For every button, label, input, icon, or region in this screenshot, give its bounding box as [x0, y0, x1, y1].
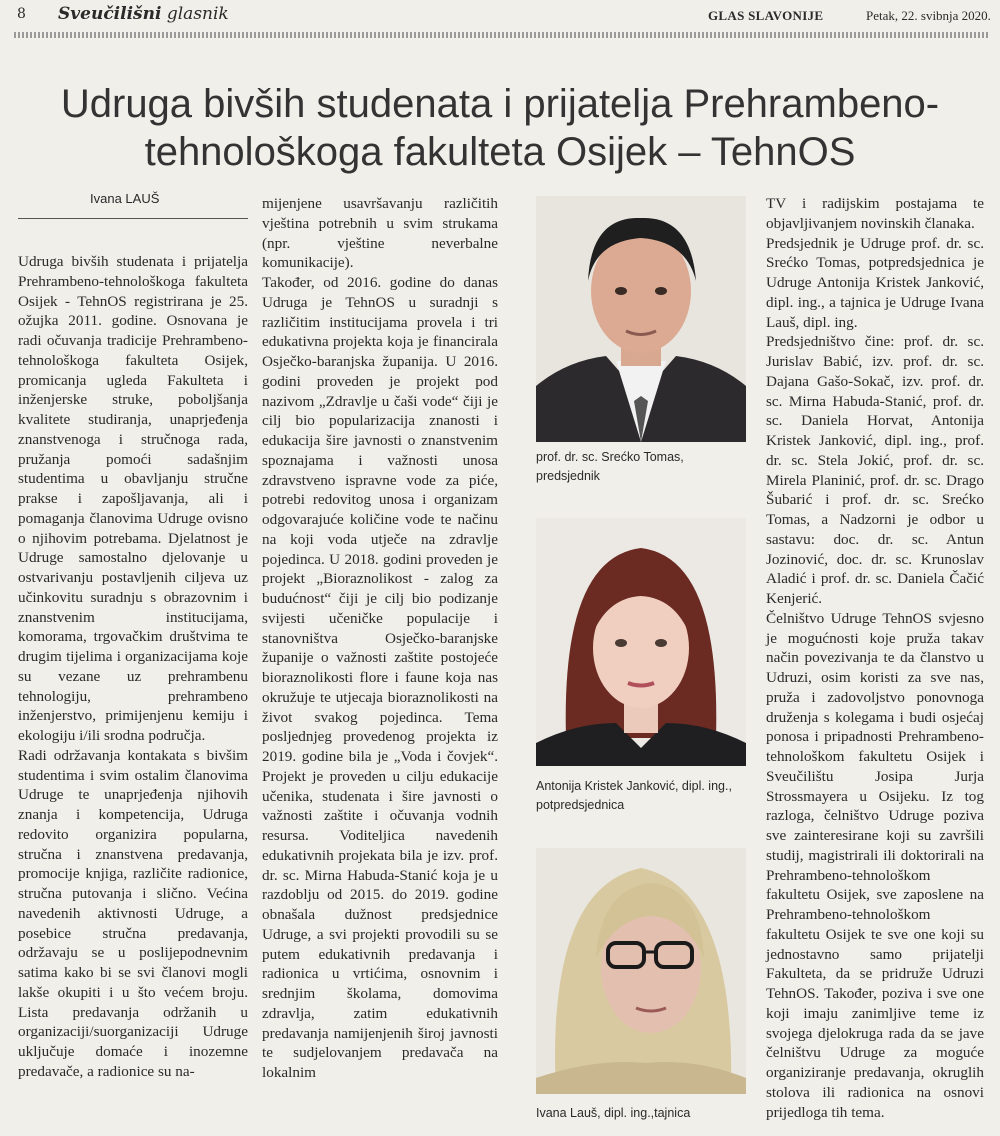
issue-date: Petak, 22. svibnja 2020.	[866, 8, 991, 23]
paragraph: TV i radijskim postajama te objavljivanjem novinskih članaka.	[766, 195, 984, 232]
paragraph: Udruga bivših studenata i prijatelja Prehrambeno-tehnološkoga fakulteta Osijek - TehnOS registrirana je 25. ožujka 2011. godine. Osnovana je radi očuvanja tradicije Prehrambeno-tehnološkoga fakulteta Osijek, promicanja ugleda Fakulteta i inženjerske struke, poboljšanja kvalitete studiranja, unaprjeđenja znanstvenoga i stručnoga rada, pružanja pomoći sadašnjim studentima u obavljanju stručne prakse i zapošljavanja, ali i pomaganja članovima Udruge ovisno o njihovim potrebama. Djelatnost je Udruge samostalno djelovanje u ostvarivanju postavljenih ciljeva uz učinkovitu suradnju s obrazovnim i znanstvenim institucijama, komorama, trgovačkim društvima te drugim tijelima i organizacijama koje su vezane uz prehrambenu tehnologiju, prehrambeno inženjerstvo, primijenjenu kemiju i ekologiju i/ili srodna područja.	[18, 253, 248, 744]
photo-caption: prof. dr. sc. Srećko Tomas, predsjednik	[536, 450, 684, 483]
paragraph: Predsjednik je Udruge prof. dr. sc. Srećko Tomas, potpredsjednica je Udruge Antonija Kristek Janković, dipl. ing., a tajnica je Udruge Ivana Lauš, dipl. ing.	[766, 234, 984, 331]
article-headline: Udruga bivših studenata i prijatelja Prehrambeno-tehnološkoga fakulteta Osijek – TehnOS	[60, 82, 940, 174]
publication-name-rest: glasnik	[166, 4, 229, 24]
page-number: 8	[17, 6, 26, 22]
portrait-man-icon	[536, 196, 746, 442]
header-divider	[14, 32, 990, 38]
article-column-2	[262, 194, 498, 1083]
page-header	[0, 0, 1000, 40]
publication-name	[58, 4, 229, 24]
paragraph: Čelništvo Udruge TehnOS svjesno je mogućnosti koje pruža takav način povezivanja te da članstvo u Udruzi, osim koristi za sve nas, pruža i zadovoljstvo ponovnoga druženja s kolegama i budi osjećaj ponosa i pripadnosti Prehrambeno-tehnološkom fakultetu Osijek i Sveučilištu Josipa Jurja Strossmayera u Osijeku. Iz tog razloga, čelništvo Udruge poziva sve zainteresirane koji su završili studij, magistrirali ili doktorirali na Prehrambeno-tehnološkom fakultetu Osijek, sve zaposlene na Prehrambeno-tehnološkom fakultetu Osijek te sve one koji su jednostavno samo prijatelji Fakulteta, da se pridruže Udruzi TehnOS. Također, poziva i sve one koji imaju zanimljive teme iz svojega djelokruga rada da se jave čelništvu Udruge za moguće organiziranje predavanja, okruglih stolova ili radionica na osnovi prijedloga tih tema.	[766, 609, 984, 1121]
paragraph: Predsjedništvo čine: prof. dr. sc. Jurislav Babić, izv. prof. dr. sc. Dajana Gašo-Sokač, izv. prof. dr. sc. Mirna Habuda-Stanić, prof. dr. sc. Daniela Horvat, Antonija Kristek Janković, dipl. ing., prof. dr. sc. Stela Jokić, prof. dr. sc. Mirela Planinić, prof. dr. sc. Drago Šubarić i prof. dr. sc. Srećko Tomas, a Nadzorni je odbor u sastavu: doc. dr. sc. Antun Jozinović, doc. dr. sc. Krunoslav Aladić i prof. dr. sc. Daniela Čačić Kenjerić.	[766, 333, 984, 607]
publication-name-bold: Sveučilišni	[58, 4, 162, 24]
article-column-4	[766, 194, 984, 1122]
newspaper-name: GLAS SLAVONIJE	[708, 8, 824, 23]
paragraph: Također, od 2016. godine do danas Udruga je TehnOS u suradnji s različitim institucijama provela i tri edukativna projekta koja je financirala Osječko-baranjska županija. U 2016. godini proveden je projekt pod nazivom „Zdravlje u čaši vode“ čiji je cilj bio popularizacija znanosti i edukacija šire javnosti o znanstvenim spoznajama i važnosti unosa zdravstveno ispravne vode za piće, potrebi redovitog unosa i organizam odgovarajuće količine vode te načinu na koji voda utječe na zdravlje pojedinca. U 2018. godini proveden je projekt „Bioraznolikost - zalog za budućnost“ čiji je cilj bio podizanje svijesti učeničke populacije i stanovništva Osječko-baranjske županije o važnosti zaštite postojeće bioraznolikosti flore i faune koja nas okružuje te utjecaja bioraznolikosti na život svakog pojedinca. Tema posljednjeg provedenog projekta iz 2019. godine bila je „Voda i čovjek“. Projekt je proveden u cilju edukacije učenika, studenata i šire javnosti o važnosti zaštite i očuvanja vodnih resursa. Voditeljica navedenih edukativnih projekata bila je izv. prof. dr. sc. Mirna Habuda-Stanić koja je u razdoblju od 2015. do 2019. godine obnašala dužnost predsjednice Udruge, a svi projekti provodili su se putem edukativnih predavanja i radionica u vrtićima, osnovnim i srednjim školama, domovima zdravlja, zatim edukativnih predavanja namijenjenih široj javnosti te sudjelovanjem predavača na lokalnim	[262, 274, 498, 1081]
photo-caption: Ivana Lauš, dipl. ing.,tajnica	[536, 1106, 691, 1120]
article-column-1	[18, 252, 248, 1082]
portrait-woman-icon	[536, 518, 746, 766]
portrait-woman-glasses-icon	[536, 848, 746, 1094]
paragraph: Radi održavanja kontakata s bivšim studentima i svim ostalim članovima Udruge te unaprjeđenja njihovih znanja i kompetencija, Udruga redovito organizira popularna, stručna i znanstvena predavanja, promocije knjiga, različite radionice, stručna putovanja i slično. Većina navedenih aktivnosti Udruge, a posebice stručna predavanja, održavaju se u poslijepodnevnim satima kako bi se svi članovi mogli lakše okupiti i u što većem broju. Lista predavanja održanih u organizaciji/suorganizaciji Udruge uključuje domaće i inozemne predavače, a radionice su na-	[18, 746, 248, 1080]
photo-caption: Antonija Kristek Janković, dipl. ing., potpredsjednica	[536, 779, 732, 812]
paragraph: mijenjene usavršavanju različitih vještina potrebnih u svim strukama (npr. vještine neverbalne komunikacije).	[262, 195, 498, 272]
author-divider	[18, 218, 248, 219]
article-author: Ivana LAUŠ	[90, 191, 160, 206]
